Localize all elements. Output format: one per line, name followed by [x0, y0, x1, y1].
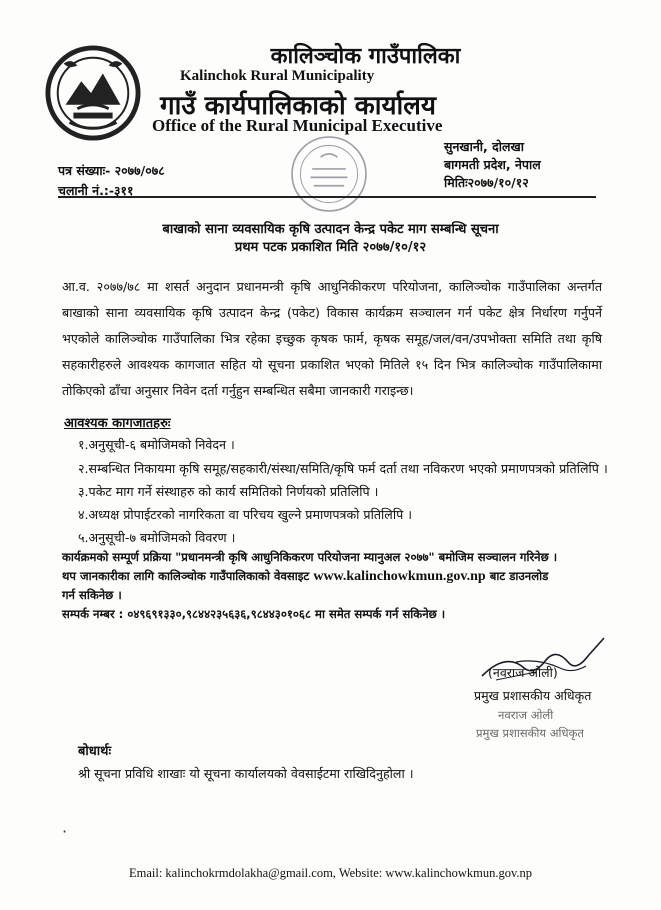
dispatch-number: चलानी नं.:-३११ — [58, 183, 134, 198]
document-item: २.सम्बन्धित निकायमा कृषि समूह/सहकारी/संस्था/समिति/कृषि फर्म दर्ता तथा नविकरण भएको प्रमाणपत्रको प्रतिलिपि । — [78, 461, 608, 476]
notice-subject: बाखाको साना व्यवसायिक कृषि उत्पादन केन्द्र पकेट माग सम्बन्धि सूचना — [162, 222, 499, 237]
document-item: १.अनुसूची-६ बमोजिमको निवेदन । — [78, 437, 235, 452]
municipality-name-ne: कालिञ्चोक गाउँपालिका — [270, 44, 461, 69]
website-link[interactable]: www.kalinchowkmun.gov.np — [313, 569, 486, 584]
document-item: ४.अध्यक्ष प्रोपाईटरको नागरिकता वा परिचय खुल्ने प्रमाणपत्रको प्रतिलिपि । — [78, 507, 413, 522]
document-item: ३.पकेट माग गर्ने संस्थाहरु को कार्य समितिको निर्णयको प्रतिलिपि । — [78, 484, 379, 499]
info-text: थप जानकारीका लागि कालिञ्चोक गाउँपालिकाको वेवसाइट — [62, 569, 310, 583]
cc-label: बोधार्थः — [78, 744, 112, 759]
office-stamp-icon — [287, 132, 371, 216]
signatory-title: प्रमुख प्रशासकीय अधिकृत — [474, 688, 592, 703]
cc-line: श्री सूचना प्रविधि शाखाः यो सूचना कार्यालयको वेवसाईटमा राखिदिनुहोला । — [78, 766, 414, 781]
download-text: बाट डाउनलोड — [489, 569, 549, 583]
process-line-2 — [62, 567, 610, 586]
signatory-name: (नवराज ओली) — [488, 665, 558, 680]
address-line-2: बागमती प्रदेश, नेपाल — [444, 157, 541, 172]
documents-heading: आवश्यक कागजातहरुः — [64, 416, 171, 431]
document-item: ५.अनुसूची-७ बमोजिमको विवरण । — [78, 530, 236, 545]
office-name-en: Office of the Rural Municipal Executive — [152, 116, 443, 135]
stray-mark: · — [62, 822, 68, 841]
municipality-name-en: Kalinchok Rural Municipality — [180, 68, 375, 84]
address-line-1: सुनखानी, दोलखा — [444, 139, 524, 154]
stamp-name: नवराज ओली — [498, 708, 554, 722]
process-line-1: कार्यक्रमको सम्पूर्ण प्रक्रिया "प्रधानमन्त्री कृषि आधुनिकिकरण परियोजना म्यानुअल २०७७" बमोजिम सञ्चालन गरिनेछ । — [62, 550, 558, 564]
header-divider — [58, 196, 596, 198]
notice-body: आ.व. २०७७/७८ मा शसर्त अनुदान प्रधानमन्त्री कृषि आधुनिकीकरण परियोजना, कालिञ्चोक गाउँपालिका अन्तर्गत बाखाको साना व्यवसायिक कृषि उत्पादन केन्द्र (पकेट) विकास कार्यक्रम सञ्चालन गर्न पकेट क्षेत्र निर्धारण गर्नुपर्ने भएकोले कालिञ्चोक गाउँपालिका भित्र रहेका इच्छुक कृषक फार्म, कृषक समूह/जल/वन/उपभोक्ता समिति तथा कृषि सहकारीहरुले आवश्यक कागजात सहित यो सूचना प्रकाशित भएको मितिले १५ दिन भित्र कालिञ्चोक गाउँपालिकामा तोकिएको ढाँचा अनुसार निवेन दर्ता गर्नुहुन सम्बन्धित सबैमा जानकारी गराइन्छ। — [62, 279, 602, 398]
stamp-title: प्रमुख प्रशासकीय अधिकृत — [476, 726, 584, 740]
office-name-ne: गाउँ कार्यपालिकाको कार्यालय — [160, 91, 436, 121]
process-section — [62, 548, 610, 624]
date-line: मितिः२०७७/१०/१२ — [444, 175, 529, 190]
process-line-3: गर्न सकिनेछ । — [62, 588, 122, 602]
footer-contact: Email: kalinchokrmdolakha@gmail.com, Website: www.kalinchowkmun.gov.np — [128, 866, 533, 880]
reference-number: पत्र संख्याः- २०७७/०७८ — [58, 163, 165, 178]
contact-line: सम्पर्क नम्बर : ०४९६९१३३०,९८४४२३५६३६,९८४४३०१०६८ मा समेत सम्पर्क गर्न सकिनेछ । — [62, 607, 446, 621]
publication-date: प्रथम पटक प्रकाशित मिति २०७७/१०/१२ — [234, 240, 427, 255]
